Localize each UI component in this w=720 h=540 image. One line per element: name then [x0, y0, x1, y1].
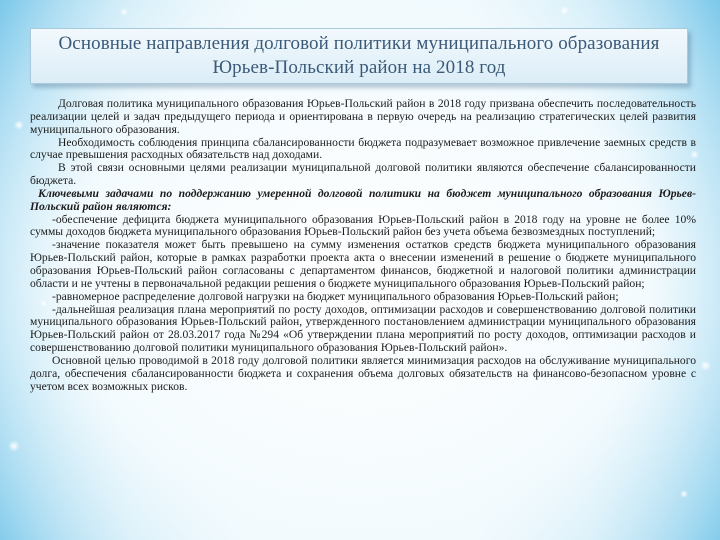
list-item-deficit: -обеспечение дефицита бюджета муниципального образования Юрьев-Польский район в 2018 году на уровне не более 10% суммы доходов бюджета муниципального образования Юрьев-Польский район без учета объема безвозмездных поступлений;	[30, 212, 696, 239]
sparkle	[680, 490, 688, 498]
paragraph-main-objective: Основной целью проводимой в 2018 году долговой политики является минимизация расходов на обслуживание муниципального долга, обеспечения сбалансированности бюджета и сохранения объема долговых обязательств на финансово-безопасном уровне с учетом всех возможных рисков.	[30, 353, 696, 393]
list-item-action-plan: -дальнейшая реализация плана мероприятий по росту доходов, оптимизации расходов и совершенствованию долговой политики муниципального образования Юрьев-Польский район, утвержденного постановлением администрации муниципального образования Юрьев-Польский район от 28.03.2017 года №294 «Об утверждении плана мероприятий по росту доходов, оптимизации расходов и совершенствованию долговой политики муниципального образования Юрьев-Польский район».	[30, 302, 696, 355]
paragraph-balance-principle: Необходимость соблюдения принципа сбалансированности бюджета подразумевает возможное привлечение заемных средств в случае превышения расходных обязательств над доходами.	[30, 135, 696, 162]
list-item-indicator-excess: -значение показателя может быть превышено на сумму изменения остатков средств бюджета муниципального образования Юрьев-Польский район, которые в рамках разработки проекта акта о внесении изменений в решение о бюджете муниципального образования Юрьев-Польский район согласованы с департаментом финансов, бюджетной и налоговой политики администрации области и не учтены в первоначальной редакции решения о бюджете муниципального образования Юрьев-Польский район;	[30, 238, 696, 290]
sparkle	[700, 360, 711, 371]
paragraph-policy-intro: Долговая политика муниципального образования Юрьев-Польский район в 2018 году призвана обеспечить последовательность реализации целей и задач предыдущего периода и ориентирована в первую очередь на реализацию стратегических целей развития муниципального образования.	[30, 97, 696, 136]
slide-title-box	[30, 28, 688, 84]
paragraph-main-goals: В этой связи основными целями реализации муниципальной долговой политики являются обеспечение сбалансированности бюджета.	[30, 161, 696, 188]
sparkle	[560, 6, 569, 15]
slide-body	[30, 98, 696, 393]
slide-title-line-1: Основные направления долговой политики муниципального образования	[58, 33, 660, 54]
sparkle	[120, 8, 128, 16]
slide-title-line-2: Юрьев-Польский район на 2018 год	[212, 57, 506, 78]
sparkle	[14, 120, 24, 130]
list-item-debt-distribution: -равномерное распределение долговой нагрузки на бюджет муниципального образования Юрьев-Польский район;	[52, 289, 619, 303]
sparkle	[8, 440, 20, 452]
paragraph-key-tasks-heading: Ключевыми задачами по поддержанию умеренной долговой политики на бюджет муниципального образования Юрьев-Польский район являются:	[30, 186, 696, 213]
